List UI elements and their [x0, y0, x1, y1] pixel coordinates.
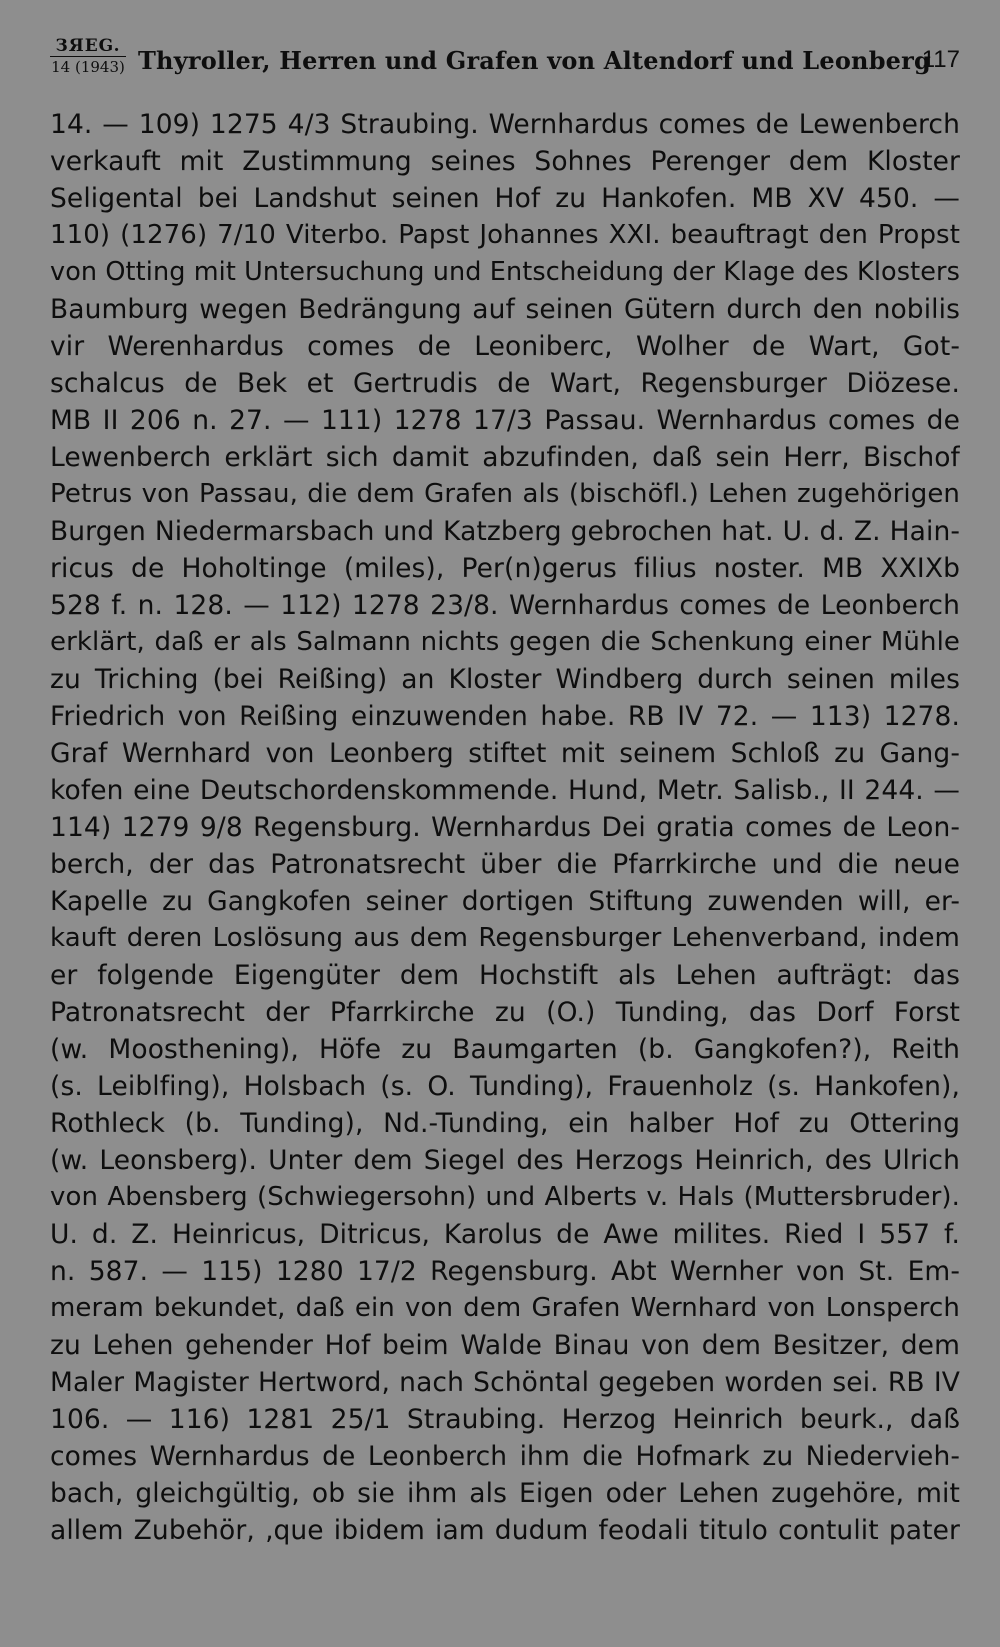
- text-line: bach, gleichgültig, ob sie ihm als Eigen oder Lehen zugehöre, mit: [50, 1478, 960, 1509]
- text-line: vir Werenhardus comes de Leoniberc, Wolher de Wart, Got-: [50, 331, 960, 362]
- text-line: kauft deren Loslösung aus dem Regensburger Lehenverband, indem: [50, 923, 960, 953]
- text-line: von Otting mit Untersuchung und Entscheidung der Klage des Klosters: [50, 257, 960, 287]
- text-line: Friedrich von Reißing einzuwenden habe. RB IV 72. — 113) 1278.: [50, 701, 960, 732]
- text-line: zu Lehen gehender Hof beim Walde Binau von dem Besitzer, dem: [50, 1330, 960, 1361]
- text-line: allem Zubehör, ‚que ibidem iam dudum feodali titulo contulit pater: [50, 1515, 960, 1546]
- journal-abbreviation: ЗЯЕG.: [50, 36, 126, 57]
- text-line: MB II 206 n. 27. — 111) 1278 17/3 Passau. Wernhardus comes de: [50, 405, 960, 436]
- text-line: 528 f. n. 128. — 112) 1278 23/8. Wernhardus comes de Leonberch: [50, 590, 960, 621]
- text-line: Baumburg wegen Bedrängung auf seinen Gütern durch den nobilis: [50, 294, 960, 325]
- text-line: 114) 1279 9/8 Regensburg. Wernhardus Dei gratia comes de Leon-: [50, 812, 960, 843]
- text-line: kofen eine Deutschordenskommende. Hund, Metr. Salisb., II 244. —: [50, 775, 960, 806]
- journal-volume: 14 (1943): [51, 58, 125, 76]
- text-line: U. d. Z. Heinricus, Ditricus, Karolus de Awe milites. Ried I 557 f.: [50, 1219, 960, 1250]
- text-line: Petrus von Passau, die dem Grafen als (bischöfl.) Lehen zugehörigen: [50, 479, 960, 509]
- text-line: 106. — 116) 1281 25/1 Straubing. Herzog Heinrich beurk., daß: [50, 1404, 960, 1435]
- text-line: Seligental bei Landshut seinen Hof zu Hankofen. MB XV 450. —: [50, 183, 960, 214]
- text-line: berch, der das Patronatsrecht über die Pfarrkirche und die neue: [50, 849, 960, 880]
- text-line: (s. Leiblfing), Holsbach (s. O. Tunding), Frauenholz (s. Hankofen),: [50, 1071, 960, 1102]
- text-line: 14. — 109) 1275 4/3 Straubing. Wernhardus comes de Lewenberch: [50, 109, 960, 140]
- text-line: Maler Magister Hertword, nach Schöntal gegeben worden sei. RB IV: [50, 1367, 960, 1398]
- journal-reference: [50, 36, 126, 77]
- text-line: Burgen Niedermarsbach und Katzberg gebrochen hat. U. d. Z. Hain-: [50, 516, 960, 547]
- text-line: (w. Moosthening), Höfe zu Baumgarten (b. Gangkofen?), Reith: [50, 1034, 960, 1065]
- text-line: Lewenberch erklärt sich damit abzufinden, daß sein Herr, Bischof: [50, 442, 960, 473]
- text-line: meram bekundet, daß ein von dem Grafen Wernhard von Lonsperch: [50, 1293, 960, 1323]
- text-line: n. 587. — 115) 1280 17/2 Regensburg. Abt Wernher von St. Em-: [50, 1256, 960, 1287]
- text-line: Graf Wernhard von Leonberg stiftet mit seinem Schloß zu Gang-: [50, 738, 960, 769]
- text-line: schalcus de Bek et Gertrudis de Wart, Regensburger Diözese.: [50, 368, 960, 399]
- text-line: von Abensberg (Schwiegersohn) und Alberts v. Hals (Muttersbruder).: [50, 1182, 960, 1212]
- text-line: Patronatsrecht der Pfarrkirche zu (O.) Tunding, das Dorf Forst: [50, 997, 960, 1028]
- text-line: erklärt, daß er als Salmann nichts gegen die Schenkung einer Mühle: [50, 627, 960, 657]
- text-line: 110) (1276) 7/10 Viterbo. Papst Johannes XXI. beauftragt den Propst: [50, 220, 960, 250]
- text-line: Kapelle zu Gangkofen seiner dortigen Stiftung zuwenden will, er-: [50, 886, 960, 917]
- page-number: 117: [921, 46, 960, 73]
- text-line: er folgende Eigengüter dem Hochstift als Lehen aufträgt: das: [50, 960, 960, 991]
- text-line: comes Wernhardus de Leonberch ihm die Hofmark zu Niedervieh-: [50, 1441, 960, 1472]
- text-line: zu Triching (bei Reißing) an Kloster Windberg durch seinen miles: [50, 664, 960, 695]
- text-line: ricus de Hoholtinge (miles), Per(n)gerus filius noster. MB XXIXb: [50, 553, 960, 584]
- text-line: verkauft mit Zustimmung seines Sohnes Perenger dem Kloster: [50, 146, 960, 177]
- page-header: [50, 36, 960, 86]
- text-line: (w. Leonsberg). Unter dem Siegel des Herzogs Heinrich, des Ulrich: [50, 1145, 960, 1176]
- body-text: [50, 106, 960, 1549]
- running-title: Thyroller, Herren und Grafen von Altendorf und Leonberg: [138, 46, 931, 75]
- text-line: Rothleck (b. Tunding), Nd.-Tunding, ein halber Hof zu Ottering: [50, 1108, 960, 1139]
